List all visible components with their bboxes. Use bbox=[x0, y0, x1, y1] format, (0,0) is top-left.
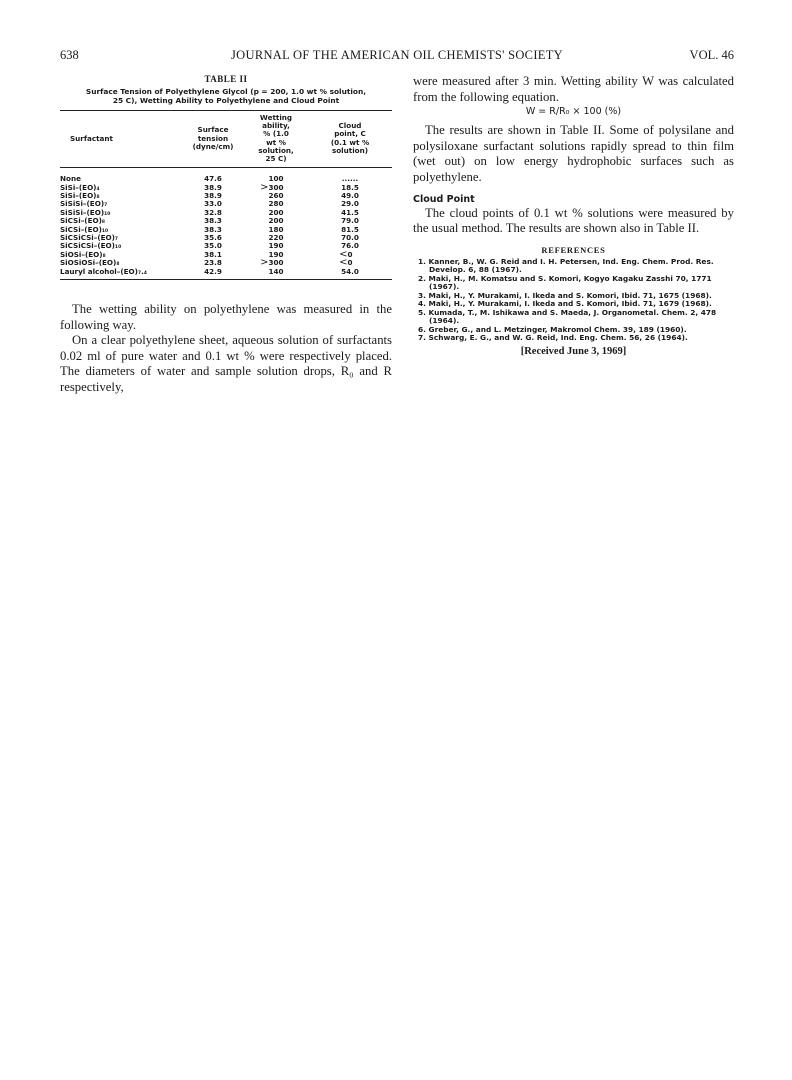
cell-surfactant-value: SiCSiCSi–(EO)₁₀ bbox=[60, 241, 122, 251]
cloud-point-paragraph: The cloud points of 0.1 wt % solutions were measured by the usual method. The results are shown also in Table II. bbox=[413, 205, 734, 236]
cell-cloud-point-value: 79.0 bbox=[341, 216, 359, 226]
cell-cloud-point-value: 70.0 bbox=[341, 233, 359, 243]
column-header-line: point, C bbox=[334, 129, 366, 139]
cell-surfactant-value: SiSiSi–(EO)₇ bbox=[60, 199, 108, 209]
cell-surface-tension-value: 38.1 bbox=[204, 249, 222, 259]
section-heading-cloud-point: Cloud Point bbox=[413, 193, 475, 205]
cell-cloud-point-value: 41.5 bbox=[341, 207, 359, 217]
cell-surfactant-value: SiSi–(EO)₄ bbox=[60, 182, 100, 192]
cell-wetting-ability-value: 280 bbox=[268, 199, 284, 209]
column-header-line: wt % bbox=[266, 137, 286, 147]
references-list bbox=[413, 258, 734, 343]
running-header bbox=[60, 48, 734, 64]
references-heading: REFERENCES bbox=[541, 244, 606, 255]
cell-cloud-point-value: ...... bbox=[341, 174, 359, 184]
table-caption-line: Surface Tension of Polyethylene Glycol (p = 200, 1.0 wt % solution, bbox=[85, 87, 367, 96]
column-header-line: Cloud bbox=[338, 121, 362, 131]
left-column bbox=[60, 74, 392, 396]
cell-surfactant-value: Lauryl alcohol–(EO)₇.₄ bbox=[60, 266, 147, 276]
column-header-line: solution, bbox=[258, 145, 294, 155]
cell-surfactant-value: SiSi–(EO)₈ bbox=[60, 191, 100, 201]
cell-cloud-point-value: 76.0 bbox=[341, 241, 359, 251]
column-header-line: Wetting bbox=[259, 113, 293, 122]
table-row bbox=[60, 168, 392, 184]
surfactant-table bbox=[60, 110, 392, 280]
results-paragraph: The results are shown in Table II. Some of polysilane and polysiloxane surfactant solutions rapidly spread to thin film (wet out) on low energy hydrophobic surfaces such as polyethylene. bbox=[413, 123, 734, 184]
cell-wetting-ability-value: 180 bbox=[268, 224, 284, 234]
received-date: [Received June 3, 1969] bbox=[520, 345, 627, 357]
cell-surface-tension bbox=[182, 168, 244, 184]
cell-surfactant-value: SiCSi–(EO)₈ bbox=[60, 216, 106, 226]
column-header-line: ability, bbox=[262, 121, 290, 131]
cell-cloud-point-value: 0 bbox=[347, 249, 353, 259]
cell-cloud-point bbox=[308, 168, 392, 184]
reference-item: 2. Maki, H., M. Komatsu and S. Komori, Kogyo Kagaku Zasshi 70, 1771 (1967). bbox=[418, 273, 712, 292]
column-header-wetting-ability bbox=[244, 111, 308, 168]
reference-item: 4. Maki, H., Y. Murakami, I. Ikeda and S. Komori, Ibid. 71, 1679 (1968). bbox=[418, 299, 712, 309]
cell-surface-tension-value: 47.6 bbox=[204, 174, 222, 184]
column-header-line: tension bbox=[197, 133, 229, 143]
cell-surfactant-value: SiCSiCSi–(EO)₇ bbox=[60, 233, 119, 243]
cell-wetting-ability-value: 300 bbox=[268, 182, 284, 192]
body-paragraph: On a clear polyethylene sheet, aqueous solution of surfactants 0.02 ml of pure water and 0.1 wt % were respectively placed. The diameters of water and sample solution drops, R₀ and R respectively, bbox=[60, 333, 392, 395]
cell-surface-tension-value: 35.6 bbox=[204, 233, 222, 243]
column-header-line: solution) bbox=[331, 145, 369, 155]
reference-item: 3. Maki, H., Y. Murakami, I. Ikeda and S. Komori, Ibid. 71, 1675 (1968). bbox=[418, 290, 712, 300]
column-header-line: % (1.0 bbox=[263, 129, 289, 139]
wetting-equation: W = R/R₀ × 100 (%) bbox=[525, 106, 622, 118]
table-header-row bbox=[60, 111, 392, 168]
cell-wetting-ability-value: 220 bbox=[268, 233, 284, 243]
cell-surface-tension-value: 32.8 bbox=[204, 207, 222, 217]
journal-title: JOURNAL OF THE AMERICAN OIL CHEMISTS' SOCIETY bbox=[231, 48, 563, 62]
column-header-line: 25 C) bbox=[265, 154, 287, 164]
reference-item: 5. Kumada, T., M. Ishikawa and S. Maeda, J. Organometal. Chem. 2, 478 (1964). bbox=[418, 307, 717, 326]
comparison-sign: < bbox=[339, 248, 348, 260]
table-caption bbox=[60, 87, 392, 105]
cell-surface-tension-value: 38.9 bbox=[204, 191, 222, 201]
cell-surface-tension-value: 35.0 bbox=[204, 241, 222, 251]
column-header-cloud-point bbox=[308, 111, 392, 168]
cell-cloud-point-value: 81.5 bbox=[341, 224, 359, 234]
cell-cloud-point-value: 29.0 bbox=[341, 199, 359, 209]
reference-item: 7. Schwarg, E. G., and W. G. Reid, Ind. Eng. Chem. 56, 26 (1964). bbox=[418, 333, 688, 343]
page-number: 638 bbox=[60, 48, 79, 62]
cell-wetting-ability-value: 190 bbox=[268, 249, 284, 259]
cell-surface-tension bbox=[182, 268, 244, 280]
body-paragraph: The wetting ability on polyethylene was measured in the following way. bbox=[60, 302, 392, 332]
cell-cloud-point-value: 18.5 bbox=[341, 182, 359, 192]
cell-surfactant-value: SiSiSi–(EO)₁₀ bbox=[60, 207, 111, 217]
column-header-surface-tension bbox=[182, 111, 244, 168]
cell-surface-tension-value: 23.8 bbox=[204, 258, 222, 268]
cell-cloud-point-value: 0 bbox=[347, 258, 353, 268]
volume-label: VOL. 46 bbox=[689, 48, 734, 62]
reference-item: 6. Greber, G., and L. Metzinger, Makromol Chem. 39, 189 (1960). bbox=[418, 324, 687, 334]
cell-surfactant-value: None bbox=[60, 174, 81, 184]
cell-surface-tension-value: 38.3 bbox=[204, 216, 222, 226]
column-header-line: (0.1 wt % bbox=[330, 137, 370, 147]
cell-surface-tension-value: 42.9 bbox=[204, 266, 222, 276]
cell-surfactant-value: SiOSiOSi–(EO)₈ bbox=[60, 258, 120, 268]
cell-surface-tension-value: 38.9 bbox=[204, 182, 222, 192]
cell-surfactant bbox=[60, 168, 182, 184]
table-caption-line: 25 C), Wetting Ability to Polyethylene and Cloud Point bbox=[112, 96, 340, 105]
column-header-line: (dyne/cm) bbox=[192, 141, 234, 151]
table-body bbox=[60, 168, 392, 280]
cell-surfactant-value: SiCSi–(EO)₁₀ bbox=[60, 224, 109, 234]
body-paragraph: were measured after 3 min. Wetting ability W was calculated from the following equation. bbox=[413, 74, 734, 104]
cell-cloud-point-value: 49.0 bbox=[341, 191, 359, 201]
cell-surface-tension-value: 33.0 bbox=[204, 199, 222, 209]
column-header-line: Surface bbox=[197, 125, 229, 135]
cell-cloud-point-value: 54.0 bbox=[341, 266, 359, 276]
comparison-sign: > bbox=[260, 181, 269, 193]
column-header-surfactant bbox=[60, 111, 182, 168]
table-title: TABLE II bbox=[204, 74, 248, 84]
cell-wetting-ability-value: 140 bbox=[268, 266, 284, 276]
cell-wetting-ability-value: 190 bbox=[268, 241, 284, 251]
reference-item: 1. Kanner, B., W. G. Reid and I. H. Petersen, Ind. Eng. Chem. Prod. Res. Develop. 6, 88 (1967). bbox=[418, 256, 714, 275]
cell-surfactant bbox=[60, 268, 182, 280]
cell-wetting-ability-value: 200 bbox=[268, 216, 284, 226]
cell-wetting-ability-value: 200 bbox=[268, 207, 284, 217]
cell-surfactant-value: SiOSi–(EO)₈ bbox=[60, 249, 106, 259]
column-header-line: Surfactant bbox=[70, 133, 113, 143]
cell-wetting-ability bbox=[244, 268, 308, 280]
cell-wetting-ability-value: 100 bbox=[268, 174, 284, 184]
cell-wetting-ability-value: 300 bbox=[268, 258, 284, 268]
cell-wetting-ability-value: 260 bbox=[268, 191, 284, 201]
comparison-sign: > bbox=[260, 257, 269, 269]
comparison-sign: < bbox=[339, 257, 348, 269]
cell-wetting-ability bbox=[244, 168, 308, 184]
right-column bbox=[413, 74, 734, 357]
cell-cloud-point bbox=[308, 268, 392, 280]
cell-surface-tension-value: 38.3 bbox=[204, 224, 222, 234]
table-row bbox=[60, 268, 392, 280]
